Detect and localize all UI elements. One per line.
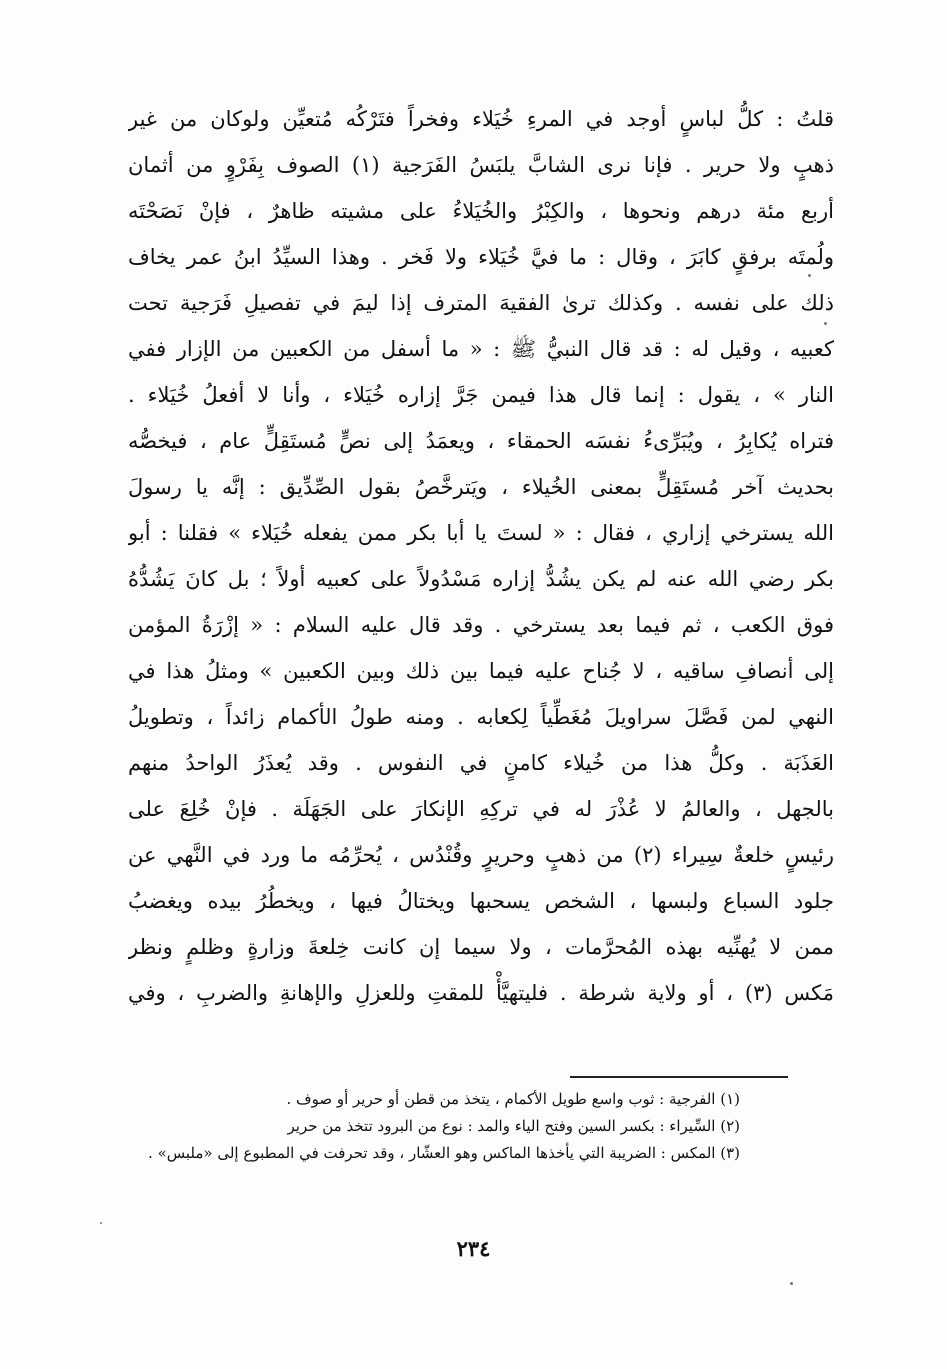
body-line-12: فوق الكعب ، ثم فيما بعد يسترخي . وقد قال عليه السلام : « إزْرَةُ المؤمن	[128, 613, 834, 637]
body-line-11: بكر رضي الله عنه لم يكن يشُدُّ إزاره مَسْدُولاً على كعبيه أولاً ؛ بل كانَ يَشُدُّهُ	[128, 567, 834, 591]
body-line-6: كعبيه ، وقيل له : قد قال النبيُّ ﷺ : « ما أسفل من الكعبين من الإزار ففي	[128, 337, 834, 361]
body-line-13: إلى أنصافِ ساقيه ، لا جُناح عليه فيما بين ذلك وبين الكعبين » ومثلُ هذا في	[128, 659, 834, 683]
footnote-separator	[570, 1076, 788, 1078]
body-line-15: العَذَبَة . وكلُّ هذا من خُيلاء كامنٍ في النفوس . وقد يُعذَرُ الواحدُ منهم	[128, 751, 834, 775]
body-line-7: النار » ، يقول : إنما قال هذا فيمن جَرَّ إزاره خُيَلاء ، وأنا لا أفعلُ خُيَلاء .	[128, 383, 834, 407]
body-line-8: فتراه يُكابِرُ ، ويُبَرِّىءُ نفسَه الحمقاء ، ويعمَدُ إلى نصٍّ مُستَقِلٍّ عام ، فيخصُّه	[128, 429, 834, 453]
body-line-14: النهي لمن فَصَّلَ سراويلَ مُغَطِّياً لِكعابه . ومنه طولُ الأكمام زائداً ، وتطويلُ	[128, 705, 834, 729]
footnotes	[130, 1086, 740, 1167]
body-line-3: أربع مئة درهم ونحوها ، والكِبْرُ والخُيَلاءُ على مشيته ظاهرٌ ، فإنْ نَصَحْتَه	[128, 199, 834, 223]
scan-speck	[824, 322, 827, 325]
scan-speck	[100, 1222, 102, 1224]
body-line-20: مَكس (٣) ، أو ولاية شرطة . فليتهيَّأْ للمقتِ وللعزلِ والإهانةِ والضربِ ، وفي	[128, 981, 834, 1005]
body-line-19: ممن لا يُهنِّيه بهذه المُحرَّمات ، ولا سيما إن كانت خِلعةَ وزارةٍ وظلمٍ ونظر	[128, 935, 834, 959]
footnote-1: (١) الفرجية : ثوب واسع طويل الأكمام ، يتخذ من قطن أو حرير أو صوف .	[286, 1090, 740, 1108]
body-line-16: بالجهل ، والعالمُ لا عُذْرَ له في تركِهِ الإنكارَ على الجَهَلَة . فإنْ خُلِعَ على	[128, 797, 834, 821]
body-line-5: ذلك على نفسه . وكذلك ترىٰ الفقيهَ المترف إذا ليمَ في تفصيلِ فَرَجية تحت	[128, 291, 834, 315]
footnote-3: (٣) المكس : الضريبة التي يأخذها الماكس وهو العشّار ، وقد تحرفت في المطبوع إلى «ملبس» .	[148, 1144, 740, 1162]
footnote-2: (٢) السِّيراء : بكسر السين وفتح الياء والمد : نوع من البرود تتخذ من حرير	[287, 1117, 740, 1135]
page-number: ٢٣٤	[456, 1236, 491, 1261]
body-line-18: جلود السباع ولبسها ، الشخص يسحبها ويختالُ فيها ، ويخطُرُ بيده ويغضبُ	[128, 889, 834, 913]
body-line-4: ولُمتَه برفقٍ كابَرَ ، وقال : ما فيَّ خُيَلاء ولا فَخر . وهذا السيِّدُ ابنُ عمر يخاف	[128, 245, 834, 269]
body-line-10: الله يسترخي إزاري ، فقال : « لستَ يا أبا بكر ممن يفعله خُيَلاء » فقلنا : أبو	[128, 521, 834, 545]
scan-speck	[790, 1282, 793, 1285]
body-line-17: رئيسٍ خلعةٌ سِيراء (٢) من ذهبٍ وحريرٍ وقُنْدُس ، يُحرِّمُه ما ورد في النَّهي عن	[128, 843, 834, 867]
body-text	[128, 96, 834, 1016]
scan-speck	[808, 274, 811, 277]
body-line-2: ذهبٍ ولا حرير . فإنا نرى الشابَّ يلبَسُ الفَرَجية (١) الصوف بِفَرْوٍ من أثمان	[128, 153, 834, 177]
body-line-1: قلتُ : كلُّ لباسٍ أوجد في المرءِ خُيَلاء وفخراً فتَرْكُه مُتعيِّن ولوكان من غير	[128, 107, 834, 131]
body-line-9: بحديث آخر مُستَقِلٍّ بمعنى الخُيلاء ، ويَترخَّصُ بقول الصِّدِّيق : إنَّه يا رسولَ	[128, 475, 834, 499]
